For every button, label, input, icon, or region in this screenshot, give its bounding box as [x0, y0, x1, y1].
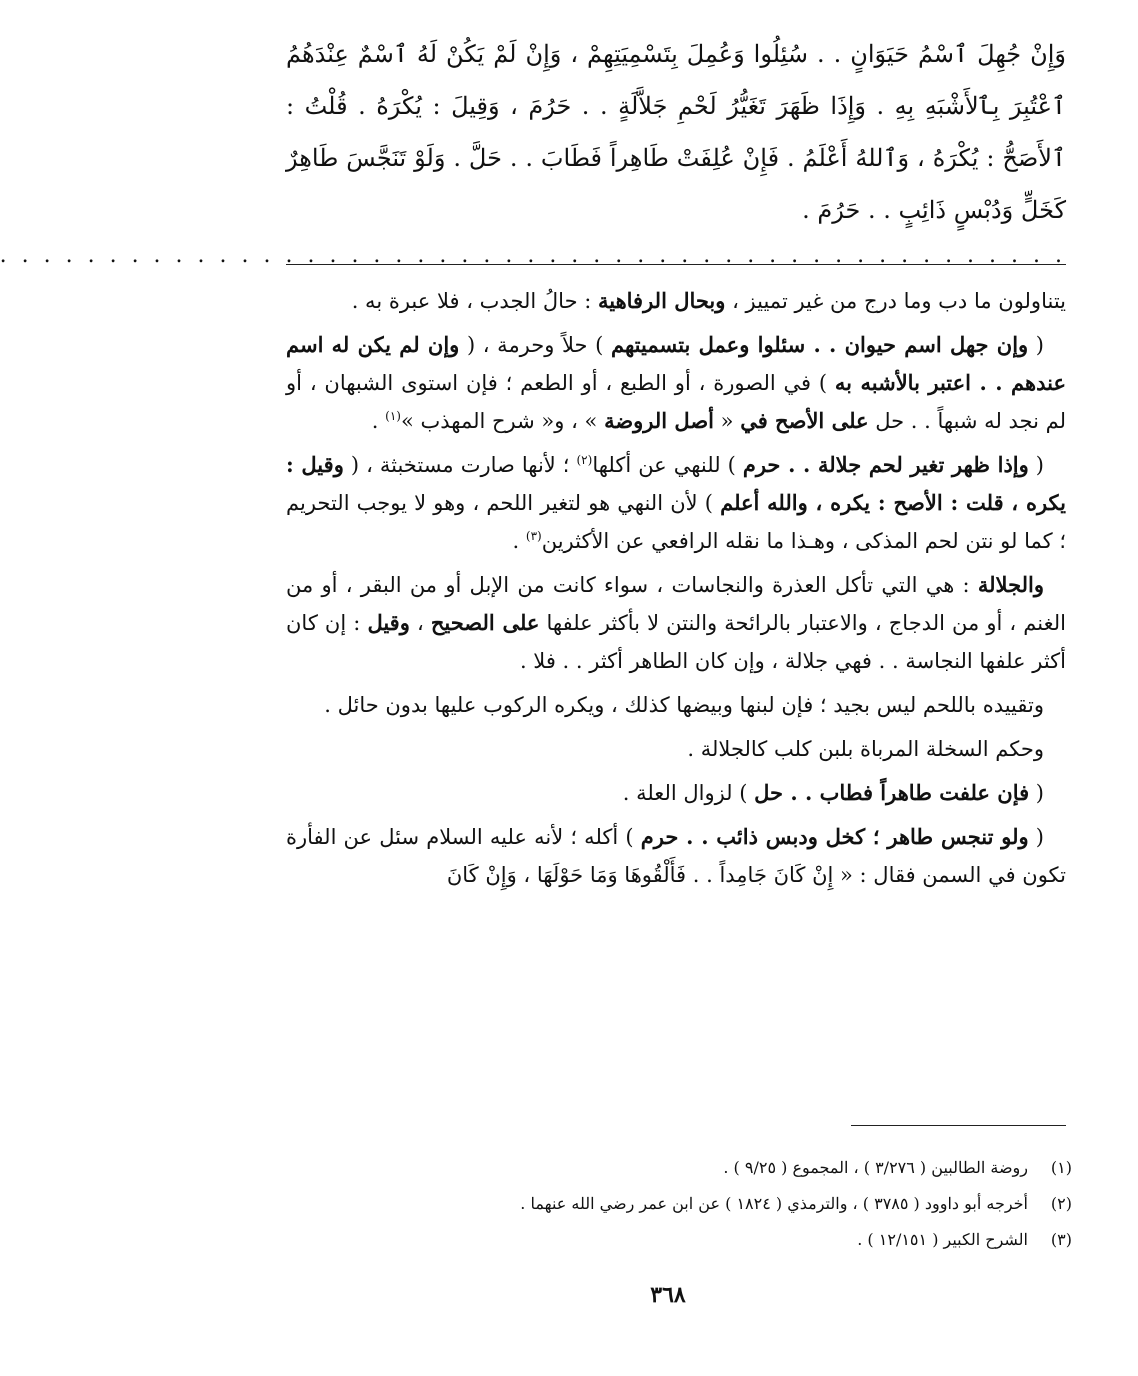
footnote-2: (٢) أخرجه أبو داوود ( ٣٧٨٥ ) ، والترمذي ( ١٨٢٤ ) عن ابن عمر رضي الله عنهما . [520, 1194, 1072, 1213]
sharh-block [286, 282, 1066, 900]
footnote-ref-3: (٣) [525, 529, 542, 543]
matn-separator [286, 264, 1066, 265]
sharh-paragraph-4: والجلالة : هي التي تأكل العذرة والنجاسات ، سواء كانت من الإبل أو من البقر ، أو من الغنم ، أو من الدجاج ، والاعتبار بالرائحة والنتن لا بأكثر علفها على الصحيح ، وقيل : إن كان أكثر علفها النجاسة . . فهي جلالة ، وإن كان الطاهر أكثر . . فلا . [286, 572, 1066, 673]
sharh-paragraph-8: ( ولو تنجس طاهر ؛ كخل ودبس ذائب . . حرم ) أكله ؛ لأنه عليه السلام سئل عن الفأرة تكون في السمن فقال : « إِنْ كَانَ جَامِداً . . فَأَلْقُوهَا وَمَا حَوْلَهَا ، وَإِنْ كَانَ [286, 824, 1066, 887]
footnote-separator [851, 1125, 1066, 1126]
matn-dots: . . . . . . . . . . . . . . . . . . . . . . . . . . . . . . . . . . . . . . . . . . . . . . . . . [0, 243, 1066, 268]
footnote-1: (١) روضة الطالبين ( ٣/٢٧٦ ) ، المجموع ( ٩/٢٥ ) . [723, 1158, 1072, 1177]
footnote-3: (٣) الشرح الكبير ( ١٢/١٥١ ) . [857, 1230, 1072, 1249]
sharh-paragraph-1: يتناولون ما دب وما درج من غير تمييز ، وبحال الرفاهية : حالُ الجدب ، فلا عبرة به . [351, 288, 1066, 313]
page-number: ٣٦٨ [650, 1282, 686, 1308]
sharh-paragraph-2: ( وإن جهل اسم حيوان . . سئلوا وعمل بتسميتهم ) حلاً وحرمة ، ( وإن لم يكن له اسم عندهم . . اعتبر بالأشبه به ) في الصورة ، أو الطبع ، أو الطعم ؛ فإن استوى الشبهان ، أو لم نجد له شبهاً . . حل على الأصح في « أصل الروضة » ، و« شرح المهذب »$^{(١)}$ . [286, 332, 1066, 433]
matn-text: وَإِنْ جُهِلَ ٱسْمُ حَيَوَانٍ . . سُئِلُوا وَعُمِلَ بِتَسْمِيَتِهِمْ ، وَإِنْ لَمْ يَكُنْ لَهُ ٱسْمٌ عِنْدَهُمُ ٱعْتُبِرَ بِٱلأَشْبَهِ بِهِ . وَإِذَا ظَهَرَ تَغَيُّرُ لَحْمِ جَلاَّلَةٍ . . حَرُمَ ، وَقِيلَ : يُكْرَهُ . قُلْتُ : ٱلأَصَحُّ : يُكْرَهُ ، وَٱللهُ أَعْلَمُ . فَإِنْ عُلِفَتْ طَاهِراً فَطَابَ . . حَلَّ . وَلَوْ تَنَجَّسَ طَاهِرٌ كَخَلٍّ وَدُبْسٍ ذَائِبٍ . . حَرُمَ . [286, 40, 1066, 224]
footnote-ref-2: (٢) [576, 453, 593, 467]
sharh-paragraph-3: ( وإذا ظهر تغير لحم جلالة . . حرم ) للنهي عن أكلها$^{(٢)}$ ؛ لأنها صارت مستخبثة ، ( وقيل : يكره ، قلت : الأصح : يكره ، والله أعلم ) لأن النهي هو لتغير اللحم ، وهو لا يوجب التحريم ؛ كما لو نتن لحم المذكى ، وهـذا ما نقله الرافعي عن الأكثرين$^{(٣)}$ . [286, 452, 1066, 553]
sharh-paragraph-5: وتقييده باللحم ليس بجيد ؛ فإن لبنها وبيضها كذلك ، ويكره الركوب عليها بدون حائل . [324, 693, 1044, 717]
footnotes [286, 1150, 1072, 1258]
sharh-paragraph-7: ( فإن علفت طاهراً فطاب . . حل ) لزوال العلة . [622, 780, 1044, 805]
matn-block [0, 28, 1066, 276]
footnote-ref-1: (١) [385, 409, 401, 423]
sharh-paragraph-6: وحكم السخلة المرباة بلبن كلب كالجلالة . [687, 737, 1044, 761]
